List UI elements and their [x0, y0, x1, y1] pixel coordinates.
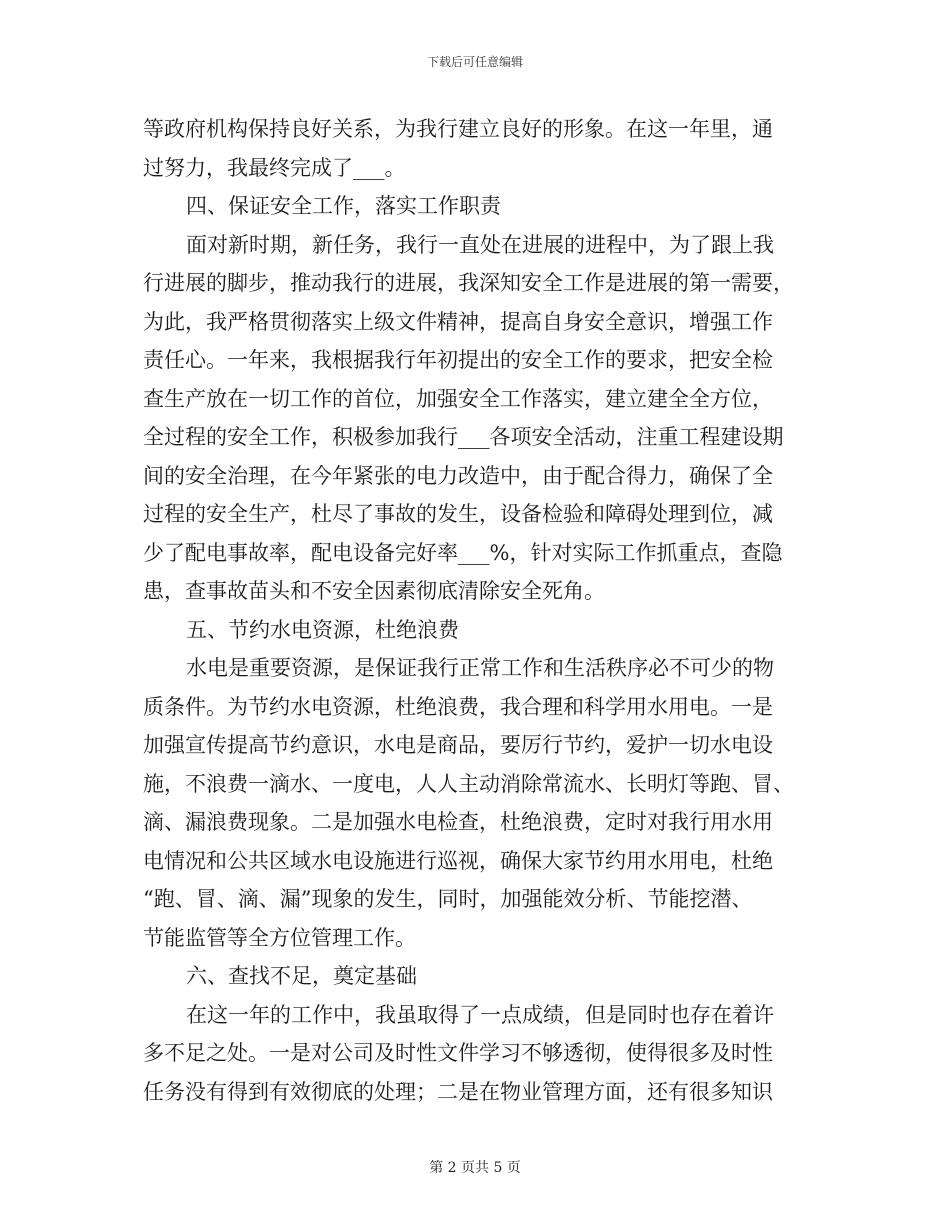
text-line: 在这一年的工作中，我虽取得了一点成绩，但是同时也存在着许: [186, 1002, 774, 1027]
text-line: 间的安全治理，在今年紧张的电力改造中，由于配合得力，确保了全: [143, 463, 773, 488]
text-line: 任务没有得到有效彻底的处理；二是在物业管理方面，还有很多知识: [143, 1079, 773, 1104]
document-body: [143, 110, 803, 1111]
section-heading: 四、保证安全工作，落实工作职责: [186, 194, 501, 218]
section-heading: 五、节约水电资源，杜绝浪费: [186, 617, 459, 642]
text-line: 加强宣传提高节约意识，水电是商品，要厉行节约，爱护一切水电设: [143, 733, 773, 757]
text-line: 面对新时期，新任务，我行一直处在进展的进程中，为了跟上我: [186, 232, 774, 257]
page-header-note: 下载后可任意编辑: [426, 55, 523, 69]
text-line: 为此，我严格贯彻落实上级文件精神，提高自身安全意识，增强工作: [143, 309, 773, 334]
text-line: 查生产放在一切工作的首位，加强安全工作落实，建立建全全方位，: [143, 386, 773, 411]
text-line: 过程的安全生产，杜尽了事故的发生，设备检验和障碍处理到位，减: [143, 502, 773, 526]
text-line: 施，不浪费一滴水、一度电，人人主动消除常流水、长明灯等跑、冒、: [143, 771, 794, 796]
text-line: 多不足之处。一是对公司及时性文件学习不够透彻，使得很多及时性: [143, 1041, 773, 1065]
section-heading: 六、查找不足，奠定基础: [186, 964, 417, 988]
text-line: 全过程的安全工作，积极参加我行___各项安全活动，注重工程建设期: [143, 425, 784, 449]
text-line: 患，查事故苗头和不安全因素彻底清除安全死角。: [143, 579, 605, 603]
text-line: 电情况和公共区域水电设施进行巡视，确保大家节约用水用电，杜绝: [143, 848, 773, 873]
text-line: “跑、冒、滴、漏”现象的发生，同时，加强能效分析、节能挖潜、: [143, 887, 753, 911]
text-line: 水电是重要资源，是保证我行正常工作和生活秩序必不可少的物: [186, 656, 774, 680]
page-number: 第 2 页共 5 页: [429, 1160, 521, 1176]
text-line: 滴、漏浪费现象。二是加强水电检查，杜绝浪费，定时对我行用水用: [143, 810, 773, 834]
text-line: 行进展的脚步，推动我行的进展，我深知安全工作是进展的第一需要，: [143, 271, 794, 295]
text-line: 少了配电事故率，配电设备完好率___%，针对实际工作抓重点，查隐: [143, 540, 783, 565]
text-line: 节能监管等全方位管理工作。: [143, 925, 416, 950]
text-line: 等政府机构保持良好关系，为我行建立良好的形象。在这一年里，通: [143, 117, 773, 141]
text-line: 责任心。一年来，我根据我行年初提出的安全工作的要求，把安全检: [143, 348, 773, 372]
text-line: 质条件。为节约水电资源，杜绝浪费，我合理和科学用水用电。一是: [143, 694, 773, 719]
text-line: 过努力，我最终完成了___。: [143, 155, 406, 180]
